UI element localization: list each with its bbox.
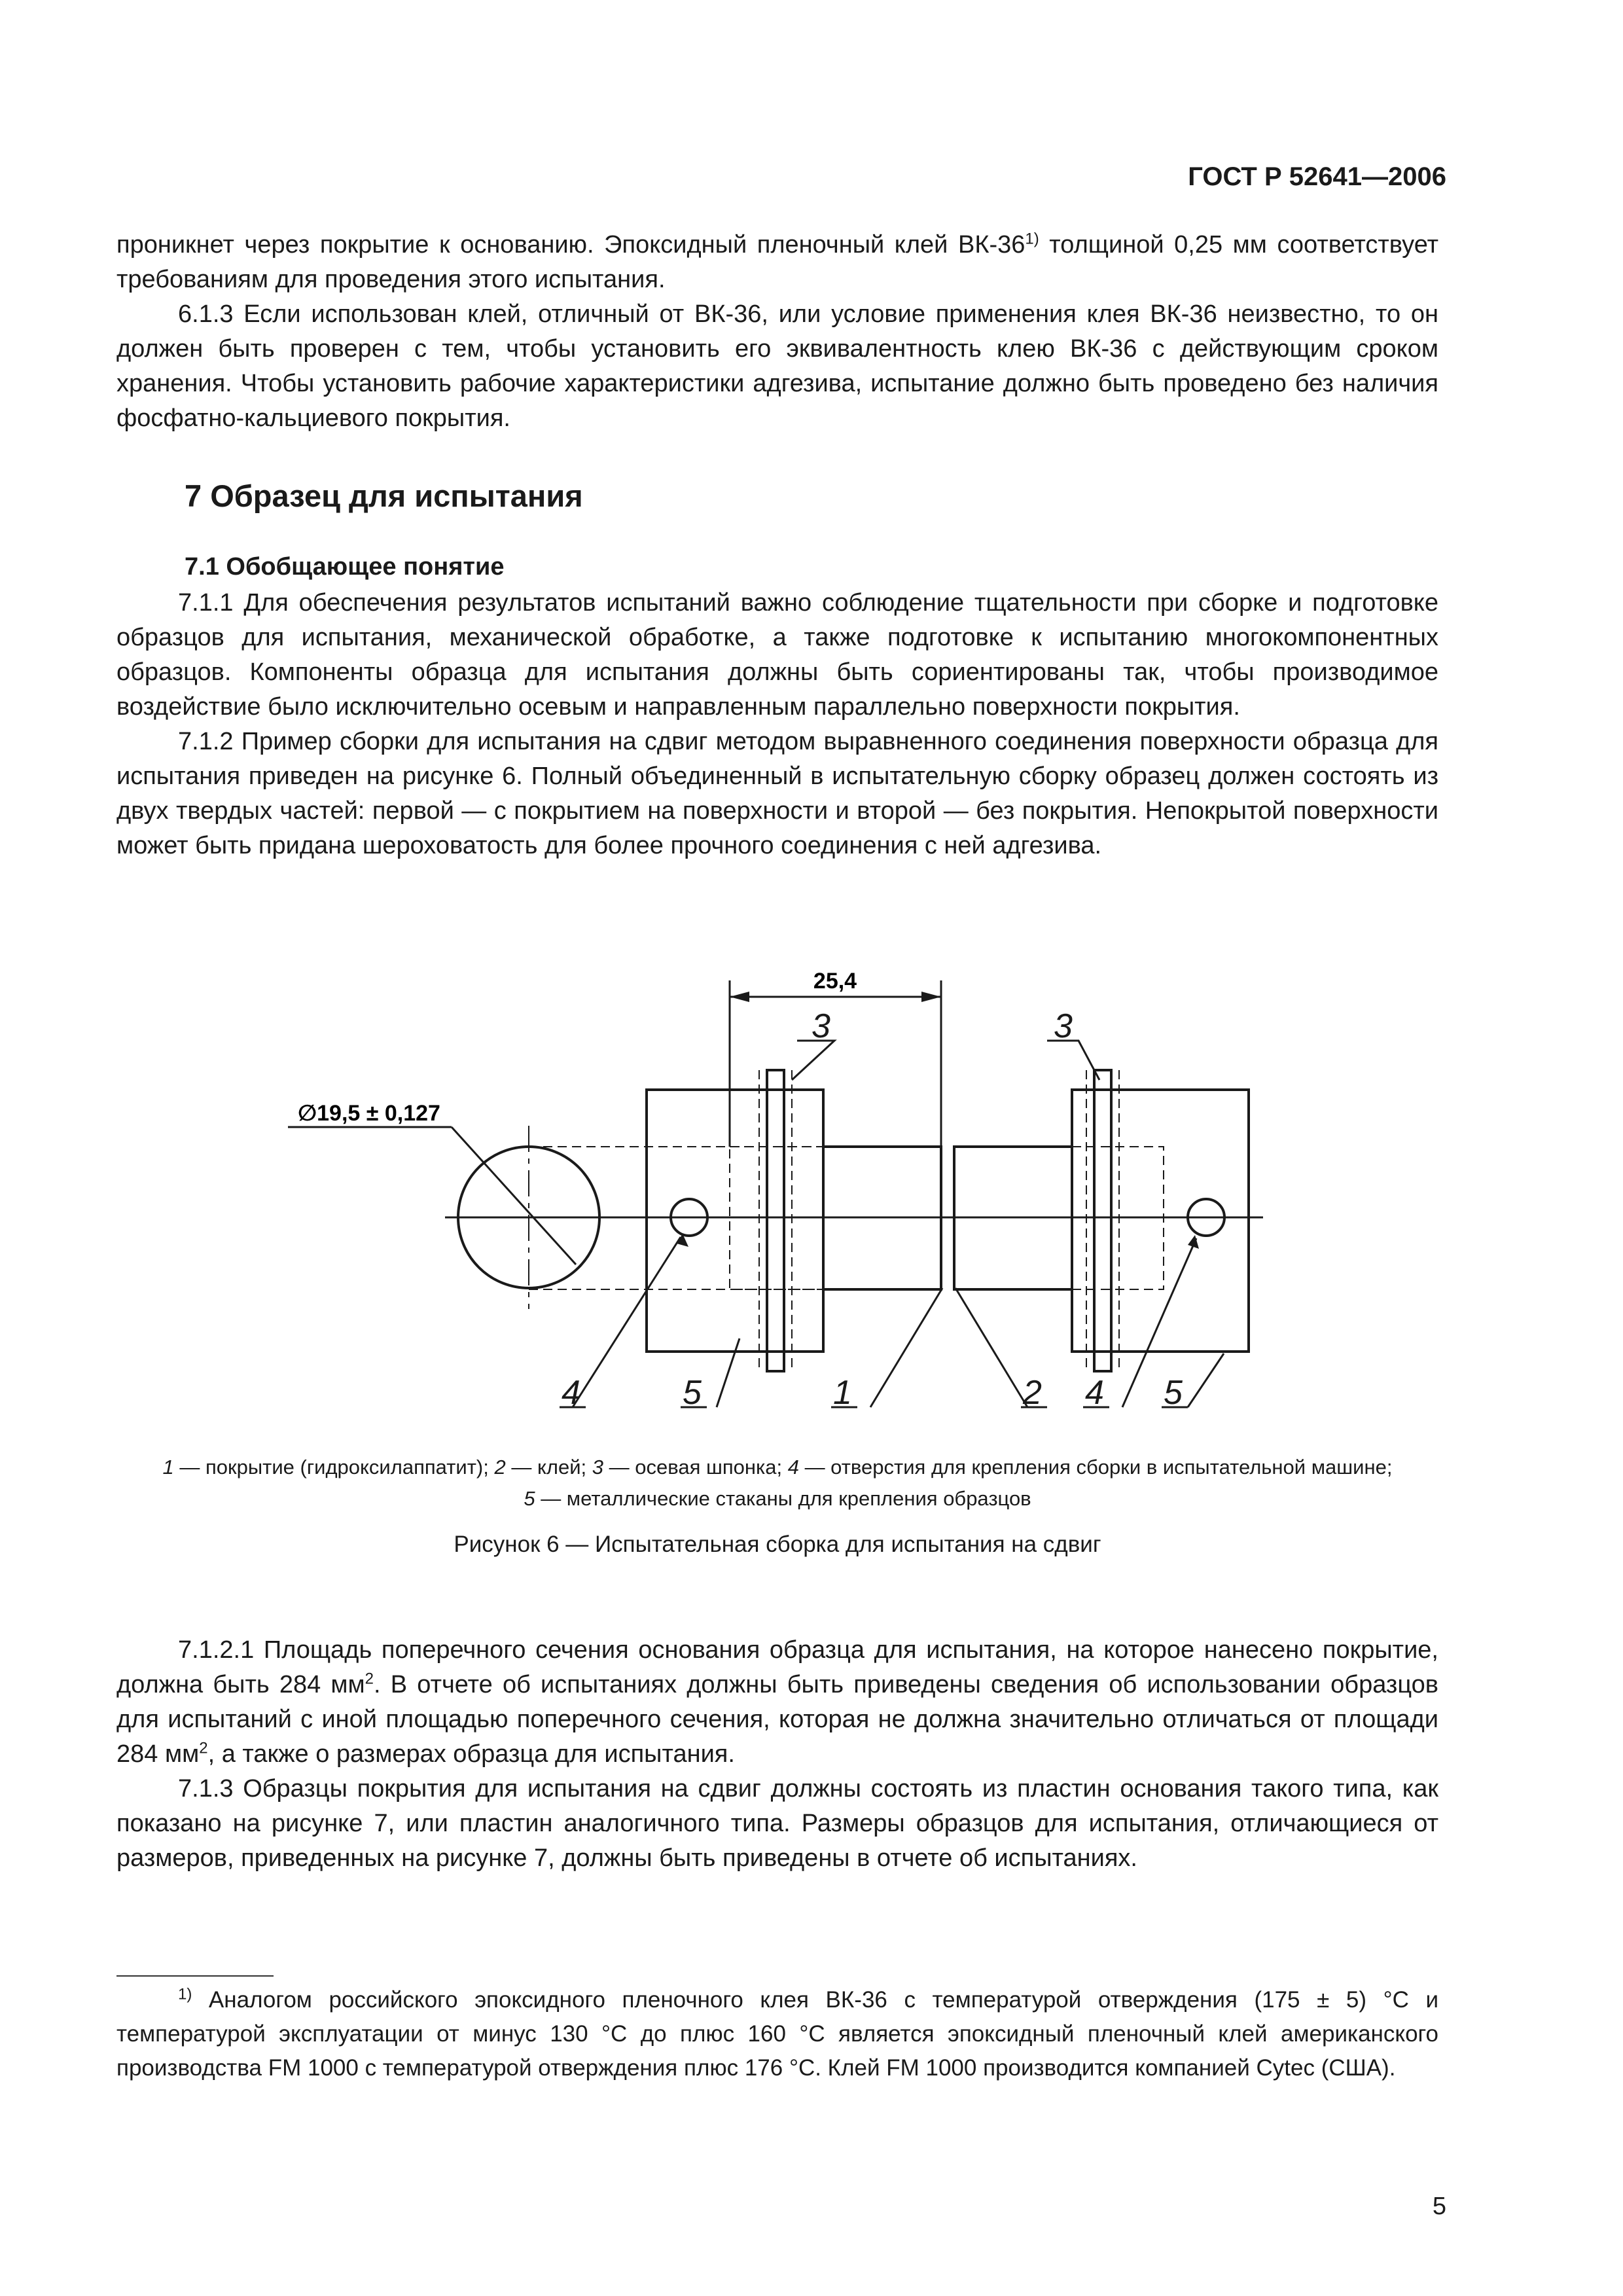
footnote: $^{1)}$ Аналогом российского эпоксидного пленочного клея ВК-36 с температурой отверждения (175 ± 5) °С и температурой эксплуатации от минус 130 °С до плюс 160 °С является эпоксидный пленочный клей американского производства FM 1000 с температурой отверждения плюс 176 °С. Клей FM 1000 производится компанией Cytec (США).	[116, 1985, 1438, 2081]
paragraph-7-1-2: 7.1.2 Пример сборки для испытания на сдвиг методом выравненного соединения поверхности образца для испытания приведен на рисунке 6. Полный объединенный в испытательную сборку образец должен состоять из двух твердых частей: первой — с покрытием на поверхности и второй — без покрытия. Непокрытой поверхности может быть придана шероховатость для более прочного соединения с ней адгезива.	[116, 728, 1438, 859]
right-key	[1094, 1070, 1111, 1371]
paragraph-7-1-3: 7.1.3 Образцы покрытия для испытания на сдвиг должны состоять из пластин основания такого типа, как показано на рисунке 7, или пластин аналогичного типа. Размеры образцов для испытания, отличающиеся от размеров, приведенных на рисунке 7, должны быть приведены в отчете об испытаниях.	[116, 1775, 1438, 1872]
callout-3-left: 3	[812, 1007, 830, 1045]
document-header: ГОСТ Р 52641—2006	[1188, 162, 1446, 191]
paragraph-7-1-1: 7.1.1 Для обеспечения результатов испытаний важно соблюдение тщательности при сборке и подготовке образцов для испытания, механической обработке, а также подготовке к испытанию многокомпонентных образцов. Компоненты образца для испытания должны быть сориентированы так, чтобы производимое воздействие было исключительно осевым и направленным параллельно поверхности покрытия.	[116, 589, 1438, 721]
callout-3-right: 3	[1054, 1007, 1073, 1045]
callout-4-right: 4	[1085, 1374, 1104, 1412]
leader-3-left	[792, 1041, 834, 1080]
intro-paragraph-1: проникнет через покрытие к основанию. Эпоксидный пленочный клей ВК-36$^{1)}$ толщиной 0,25 мм соответствует требованиям для проведения этого испытания.	[116, 230, 1438, 293]
legend-line-1: 1 — покрытие (гидроксилаппатит); 2 — клей; 3 — осевая шпонка; 4 — отверстия для крепления сборки в испытательной машине;	[162, 1456, 1393, 1479]
dim-diameter-label: ∅19,5 ± 0,127	[298, 1101, 440, 1126]
left-cup	[647, 1090, 823, 1352]
callout-5-right: 5	[1164, 1374, 1183, 1412]
callout-2: 2	[1023, 1374, 1042, 1412]
footnote-divider	[116, 1975, 274, 1977]
callout-4-left: 4	[562, 1374, 580, 1412]
figure-caption: Рисунок 6 — Испытательная сборка для испытания на сдвиг	[454, 1532, 1101, 1557]
legend-line-2: 5 — металлические стаканы для крепления образцов	[524, 1487, 1031, 1510]
section-7-title: 7 Образец для испытания	[185, 478, 583, 513]
page-number: 5	[1432, 2193, 1446, 2220]
footnote-mark: 1)	[178, 1985, 192, 2003]
section-7-1-title: 7.1 Обобщающее понятие	[185, 553, 505, 581]
leader-3-right	[1047, 1041, 1099, 1080]
footnote-ref: 1)	[1025, 230, 1039, 248]
callout-5-left: 5	[683, 1374, 702, 1412]
leader-4-left	[573, 1237, 681, 1407]
figure-legend	[116, 1452, 1438, 1515]
after-figure-text	[116, 1633, 1438, 1876]
left-key	[767, 1070, 784, 1371]
callout-1: 1	[833, 1374, 852, 1412]
right-cup	[1072, 1090, 1249, 1352]
paragraph-6-1-3: 6.1.3 Если использован клей, отличный от ВК-36, или условие применения клея ВК-36 неизвестно, то он должен быть проверен с тем, чтобы установить его эквивалентность клею ВК-36 с действующим сроком хранения. Чтобы установить рабочие характеристики адгезива, испытание должно быть проведено без наличия фосфатно-кальциевого покрытия.	[116, 300, 1438, 432]
dim-width-label: 25,4	[813, 969, 857, 994]
paragraph-7-1-2-1: 7.1.2.1 Площадь поперечного сечения основания образца для испытания, на которое нанесено покрытие, должна быть 284 $мм^2$. В отчете об испытаниях должны быть приведены сведения об использовании образцов для испытаний с иной площадью поперечного сечения, которая не должна значительно отличаться от площади 284 $мм^2$, а также о размерах образца для испытания.	[116, 1636, 1438, 1768]
